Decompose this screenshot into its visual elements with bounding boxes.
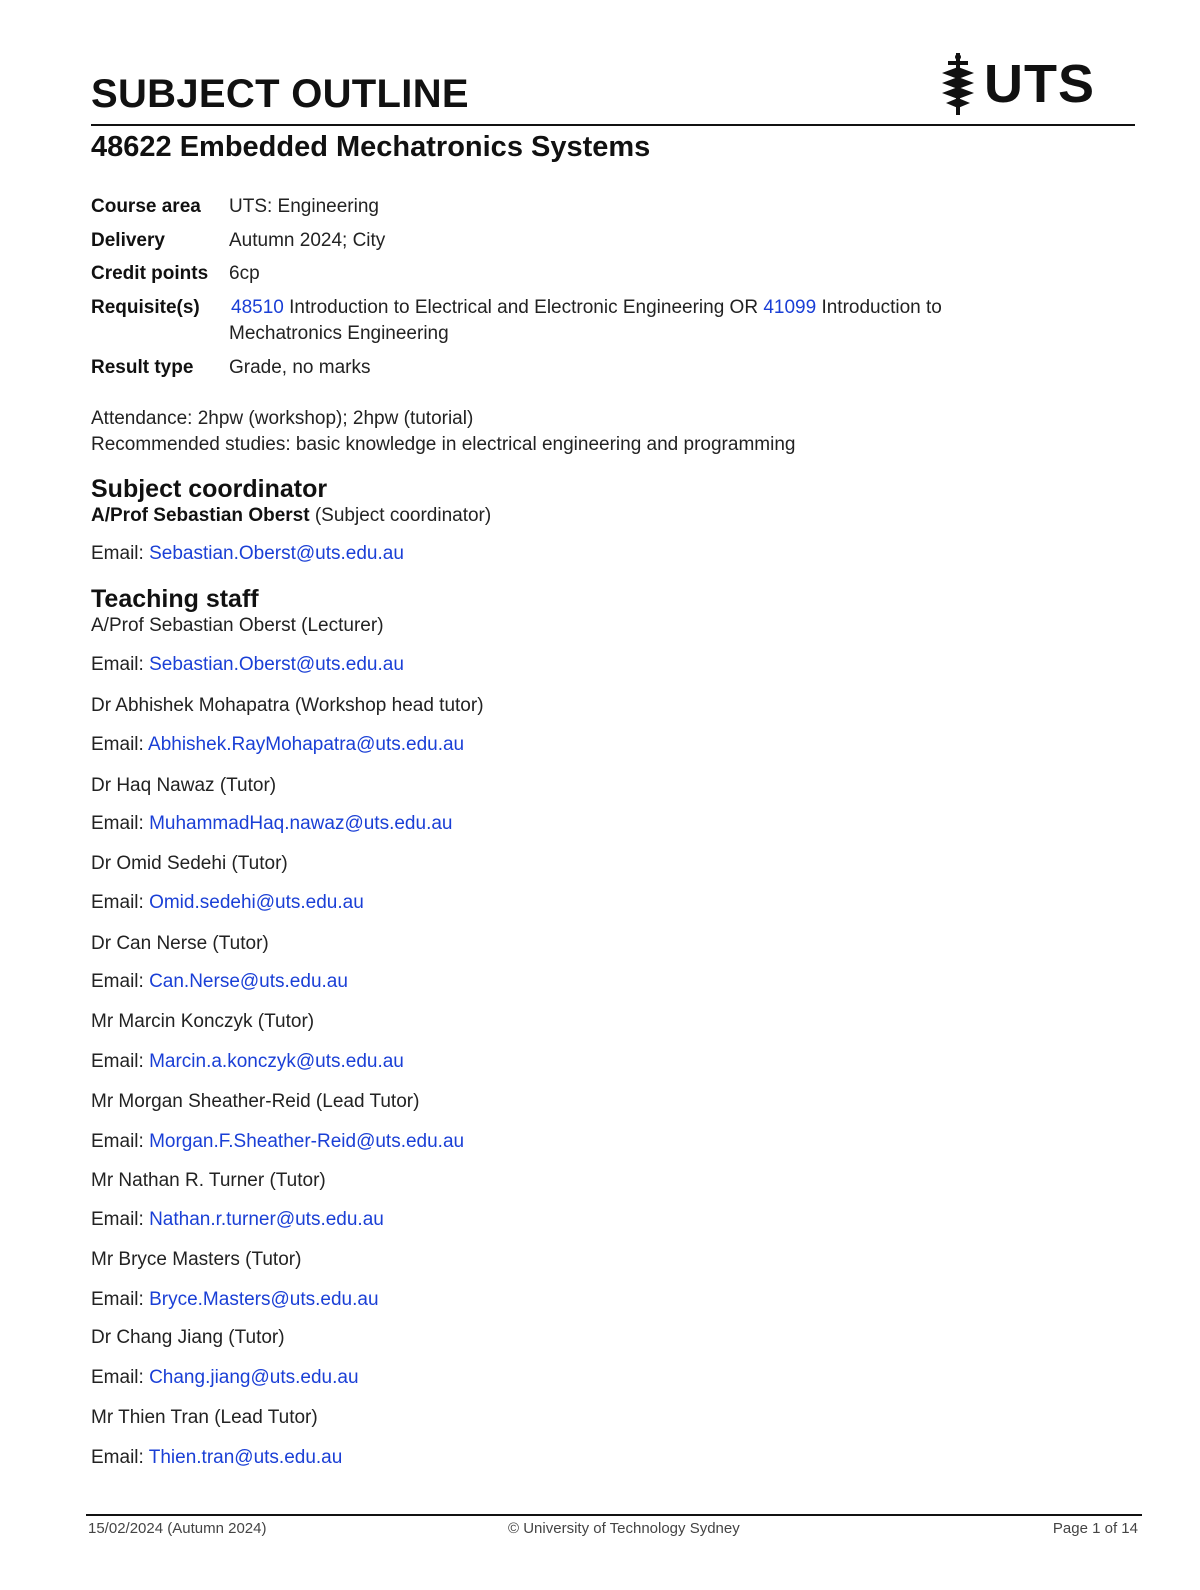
- result-type-row: [91, 355, 991, 381]
- coordinator-email-link[interactable]: Sebastian.Oberst@uts.edu.au: [149, 543, 404, 564]
- result-type-label: Result type: [91, 357, 194, 378]
- subject-details: [91, 194, 991, 381]
- uts-crest-icon: [938, 53, 978, 115]
- course-area-value: UTS: Engineering: [229, 196, 379, 217]
- coordinator-name-line: [91, 504, 491, 528]
- header-divider: [91, 124, 1135, 126]
- staff-email-link[interactable]: Marcin.a.konczyk@uts.edu.au: [149, 1051, 404, 1072]
- delivery-row: [91, 228, 991, 254]
- delivery-value: Autumn 2024; City: [229, 230, 386, 251]
- footer-page-number: Page 1 of 14: [1052, 1520, 1138, 1537]
- recommended-studies-text: Recommended studies: basic knowledge in electrical engineering and programming: [91, 434, 796, 455]
- credit-points-label: Credit points: [91, 263, 209, 284]
- staff-email-line: [91, 1366, 359, 1390]
- staff-email-line: [91, 1130, 464, 1154]
- email-label: Email:: [91, 971, 144, 992]
- staff-email-line: [91, 1288, 379, 1312]
- staff-email-line: [91, 1208, 384, 1232]
- requisites-label: Requisite(s): [91, 297, 200, 318]
- footer-date: 15/02/2024 (Autumn 2024): [88, 1520, 267, 1537]
- footer-copyright: © University of Technology Sydney: [508, 1520, 740, 1537]
- staff-email-link[interactable]: Bryce.Masters@uts.edu.au: [149, 1289, 379, 1310]
- email-label: Email:: [91, 1367, 144, 1388]
- staff-email-link[interactable]: Abhishek.RayMohapatra@uts.edu.au: [148, 734, 465, 755]
- staff-name: Mr Bryce Masters (Tutor): [91, 1249, 302, 1270]
- requisite-link-41099[interactable]: 41099: [763, 297, 817, 318]
- staff-email-link[interactable]: Omid.sedehi@uts.edu.au: [149, 892, 364, 913]
- requisite-1-text: Introduction to Electrical and Electronic Engineering OR: [289, 297, 759, 318]
- staff-email-link[interactable]: Sebastian.Oberst@uts.edu.au: [149, 654, 404, 675]
- staff-email-line: [91, 812, 452, 836]
- email-label: Email:: [91, 1447, 144, 1468]
- staff-email-line: [91, 1050, 404, 1074]
- requisites-value: [229, 295, 991, 347]
- staff-email-link[interactable]: Nathan.r.turner@uts.edu.au: [149, 1209, 384, 1230]
- staff-email-link[interactable]: MuhammadHaq.nawaz@uts.edu.au: [149, 813, 453, 834]
- staff-email-line: [91, 1446, 342, 1470]
- staff-name: Mr Marcin Konczyk (Tutor): [91, 1011, 315, 1032]
- uts-logo: [938, 52, 1095, 116]
- coordinator-role: (Subject coordinator): [314, 505, 492, 526]
- attendance-text: Attendance: 2hpw (workshop); 2hpw (tutorial): [91, 408, 474, 429]
- course-area-label: Course area: [91, 196, 201, 217]
- email-label: Email:: [91, 1209, 144, 1230]
- page-footer: [88, 1520, 1138, 1540]
- email-label: Email:: [91, 654, 144, 675]
- email-label: Email:: [91, 1131, 144, 1152]
- email-label: Email:: [91, 734, 144, 755]
- subject-notes: [91, 406, 795, 458]
- staff-email-line: [91, 733, 464, 757]
- result-type-value: Grade, no marks: [229, 357, 371, 378]
- email-label: Email:: [91, 1289, 144, 1310]
- staff-name: Dr Haq Nawaz (Tutor): [91, 775, 277, 796]
- document-title: SUBJECT OUTLINE: [91, 72, 469, 116]
- email-label: Email:: [91, 543, 144, 564]
- credit-points-row: [91, 261, 991, 287]
- email-label: Email:: [91, 892, 144, 913]
- staff-name: Dr Can Nerse (Tutor): [91, 933, 269, 954]
- requisite-link-48510[interactable]: 48510: [231, 297, 284, 318]
- uts-logo-text: UTS: [984, 54, 1095, 114]
- teaching-staff-heading: Teaching staff: [91, 585, 259, 613]
- staff-name: Mr Nathan R. Turner (Tutor): [91, 1170, 326, 1191]
- requisite-2-text: Introduction to Mechatronics Engineering: [229, 297, 942, 344]
- staff-name: Mr Morgan Sheather-Reid (Lead Tutor): [91, 1091, 420, 1112]
- footer-divider: [86, 1514, 1142, 1516]
- staff-name: Mr Thien Tran (Lead Tutor): [91, 1407, 318, 1428]
- staff-email-line: [91, 891, 364, 915]
- email-label: Email:: [91, 813, 144, 834]
- staff-email-link[interactable]: Thien.tran@uts.edu.au: [148, 1447, 343, 1468]
- coordinator-name: A/Prof Sebastian Oberst: [91, 505, 310, 526]
- credit-points-value: 6cp: [229, 263, 260, 284]
- staff-email-link[interactable]: Morgan.F.Sheather-Reid@uts.edu.au: [149, 1131, 465, 1152]
- document-header: [91, 54, 1135, 126]
- delivery-label: Delivery: [91, 230, 165, 251]
- coordinator-email-line: [91, 542, 404, 566]
- email-label: Email:: [91, 1051, 144, 1072]
- staff-email-link[interactable]: Can.Nerse@uts.edu.au: [149, 971, 348, 992]
- subject-coordinator-heading: Subject coordinator: [91, 475, 328, 503]
- staff-email-line: [91, 653, 404, 677]
- course-area-row: [91, 194, 991, 220]
- staff-name: Dr Abhishek Mohapatra (Workshop head tutor): [91, 695, 484, 716]
- staff-name: Dr Omid Sedehi (Tutor): [91, 853, 288, 874]
- staff-name: Dr Chang Jiang (Tutor): [91, 1327, 285, 1348]
- staff-email-line: [91, 970, 348, 994]
- staff-email-link[interactable]: Chang.jiang@uts.edu.au: [149, 1367, 359, 1388]
- staff-name: A/Prof Sebastian Oberst (Lecturer): [91, 615, 384, 636]
- subject-title: 48622 Embedded Mechatronics Systems: [91, 131, 651, 163]
- requisites-row: [91, 295, 991, 347]
